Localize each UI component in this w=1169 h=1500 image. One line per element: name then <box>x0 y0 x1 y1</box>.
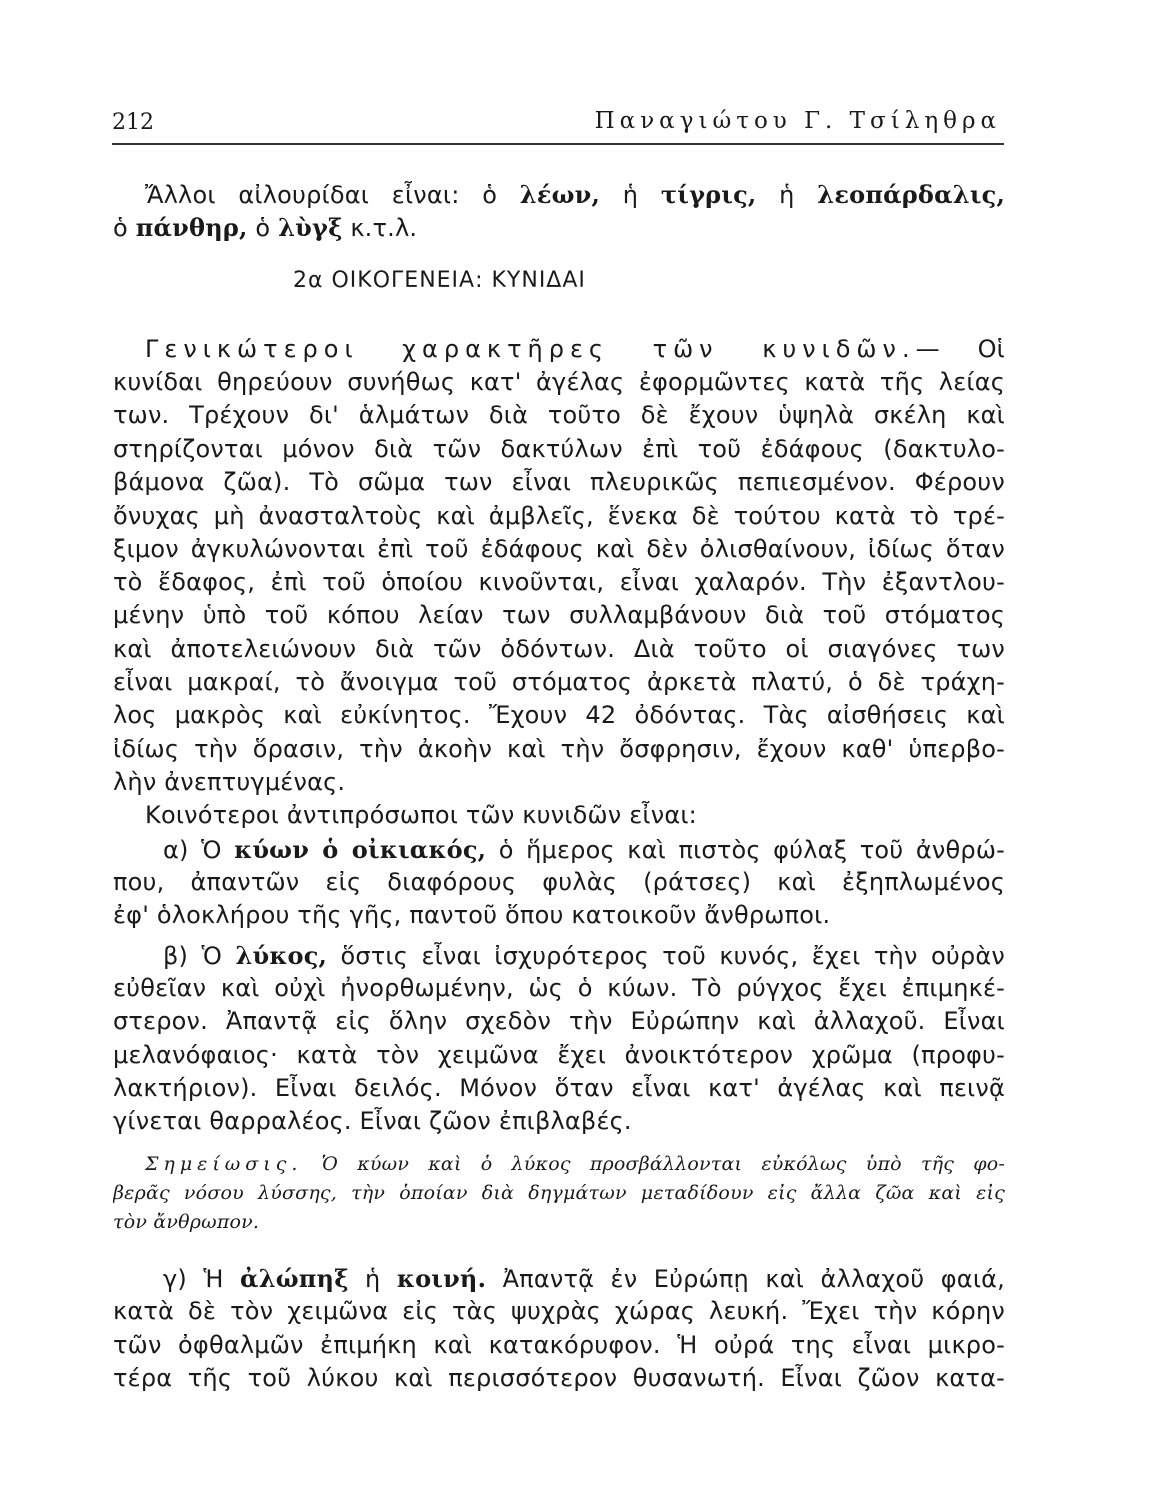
page-number: 212 <box>112 110 154 135</box>
text-line <box>113 1364 1005 1394</box>
text-segment: των. Τρέχουν δι' ἁλμάτων διὰ τοῦτο δὲ ἔχουν ὑψηλὰ σκέλη καὶ <box>113 401 1005 429</box>
text-segment: εἶναι μακραί, τὸ ἄνοιγμα τοῦ στόματος ἀρκετὰ πλατύ, ὁ δὲ τράχη- <box>113 668 1005 696</box>
text-segment: Ἄλλοι αἰλουρίδαι εἶναι: ὁ <box>145 181 520 209</box>
bold-term: λεοπάρδαλις, <box>817 180 1005 209</box>
bold-term: κοινή. <box>396 1264 487 1293</box>
bold-term: λύκος, <box>235 941 328 970</box>
bold-term: κύων ὁ οἰκιακός, <box>234 835 487 864</box>
spaced-heading: Σημείωσις. <box>145 1153 303 1175</box>
footnote-line <box>113 1211 1005 1233</box>
text-segment: ὁ <box>247 214 279 242</box>
text-line <box>113 1007 1005 1037</box>
footnote-line <box>113 1182 1005 1212</box>
text-segment: ὄνυχας μὴ ἀνασταλτοὺς καὶ ἀμβλεῖς, ἕνεκα δὲ τούτου κατὰ τὸ τρέ- <box>113 502 1005 530</box>
bold-term: λέων, <box>519 180 601 209</box>
bold-term: ἀλώπηξ <box>240 1264 349 1293</box>
text-segment: κατὰ δὲ τὸν χειμῶνα εἰς τὰς ψυχρὰς χώρας λευκή. Ἔχει τὴν κόρην <box>113 1297 1005 1325</box>
text-segment: γίνεται θαρραλέος. Εἶναι ζῶον ἐπιβλαβές. <box>113 1107 632 1135</box>
text-line <box>163 835 1005 865</box>
text-line <box>113 601 1005 631</box>
text-segment: Ἀπαντᾷ ἐν Εὐρώπῃ καὶ ἀλλαχοῦ φαιά, <box>486 1265 1005 1293</box>
text-line <box>113 468 1005 498</box>
text-segment: Κοινότεροι ἀντιπρόσωποι τῶν κυνιδῶν εἶναι: <box>145 801 697 829</box>
text-segment: β) Ὁ <box>163 942 236 970</box>
text-segment: στερον. Ἀπαντᾷ εἰς ὅλην σχεδὸν τὴν Εὐρώπην καὶ ἀλλαχοῦ. Εἶναι <box>113 1007 1005 1035</box>
text-segment: λος μακρὸς καὶ εὐκίνητος. Ἔχουν 42 ὀδόντας. Τὰς αἰσθήσεις καὶ <box>113 701 1005 729</box>
header-rule <box>112 143 1004 145</box>
text-segment: βερᾶς νόσου λύσσης, τὴν ὁποίαν διὰ δηγμάτων μεταδίδουν εἰς ἄλλα ζῶα καὶ εἰς <box>113 1182 1005 1204</box>
text-line <box>145 801 1005 829</box>
bold-term: λὺγξ <box>278 213 343 242</box>
text-line <box>113 701 1005 731</box>
text-line <box>113 1331 1005 1361</box>
text-line <box>113 1074 1005 1104</box>
text-segment: τέρα τῆς τοῦ λύκου καὶ περισσότερον θυσανωτή. Εἶναι ζῶον κατα- <box>113 1364 1005 1392</box>
text-segment: — Οἱ <box>915 335 1005 363</box>
section-heading <box>293 268 1005 293</box>
text-segment: 2α ΟΙΚΟΓΕΝΕΙΑ: ΚΥΝΙΔΑΙ <box>293 268 586 293</box>
text-line <box>113 502 1005 532</box>
spaced-heading: Γενικώτεροι χαρακτῆρες τῶν κυνιδῶν. <box>145 335 916 363</box>
text-segment: εὐθεῖαν καὶ οὐχὶ ἠνορθωμένην, ὡς ὁ κύων. Τὸ ρύγχος ἔχει ἐπιμηκέ- <box>113 974 1005 1002</box>
text-segment: α) Ὁ <box>163 836 235 864</box>
text-segment: ὁ ἥμερος καὶ πιστὸς φύλαξ τοῦ ἀνθρώ- <box>486 836 1005 864</box>
text-line <box>113 868 1005 898</box>
text-line <box>113 1297 1005 1327</box>
text-segment: λὴν ἀνεπτυγμένας. <box>113 768 346 796</box>
footnote-line <box>145 1153 1005 1183</box>
text-segment: βάμονα ζῶα). Τὸ σῶμα των εἶναι πλευρικῶς πεπιεσμένον. Φέρουν <box>113 468 1005 496</box>
text-segment: γ) Ἡ <box>163 1265 241 1293</box>
text-segment: μελανόφαιος· κατὰ τὸν χειμῶνα ἔχει ἀνοικτότερον χρῶμα (προφυ- <box>113 1041 1005 1069</box>
text-line <box>113 974 1005 1004</box>
text-segment: ὁ <box>113 214 136 242</box>
text-line <box>113 568 1005 598</box>
text-segment: μένην ὑπὸ τοῦ κόπου λείαν των συλλαμβάνουν διὰ τοῦ στόματος <box>113 601 1005 629</box>
text-line <box>113 535 1005 565</box>
text-line <box>113 435 1005 465</box>
text-segment: ἐφ' ὁλοκλήρου τῆς γῆς, παντοῦ ὅπου κατοικοῦν ἄνθρωποι. <box>113 901 831 929</box>
text-segment: ἡ <box>348 1265 397 1293</box>
text-line <box>113 1107 1005 1135</box>
text-segment: ἰδίως τὴν ὅρασιν, τὴν ἀκοὴν καὶ τὴν ὄσφρησιν, ἔχουν καθ' ὑπερβο- <box>113 735 1005 763</box>
text-line <box>113 1041 1005 1071</box>
text-segment: τῶν ὀφθαλμῶν ἐπιμήκη καὶ κατακόρυφον. Ἡ οὐρά της εἶναι μικρο- <box>113 1331 1005 1359</box>
text-line <box>163 1264 1005 1294</box>
text-line <box>113 401 1005 431</box>
text-line <box>113 901 1005 929</box>
text-segment: ὅστις εἶναι ἰσχυρότερος τοῦ κυνός, ἔχει τὴν οὐρὰν <box>327 942 1005 970</box>
text-segment: κυνίδαι θηρεύουν συνήθως κατ' ἀγέλας ἐφορμῶντες κατὰ τῆς λείας <box>113 368 1005 396</box>
text-segment: που, ἀπαντῶν εἰς διαφόρους φυλὰς (ράτσες) καὶ ἐξηπλωμένος <box>113 868 1005 896</box>
text-segment: λακτήριον). Εἶναι δειλός. Μόνον ὅταν εἶναι κατ' ἀγέλας καὶ πεινᾷ <box>113 1074 1005 1102</box>
text-segment: Ὁ κύων καὶ ὁ λύκος προσβάλλονται εὐκόλως ὑπὸ τῆς φο- <box>302 1153 1005 1175</box>
text-segment: στηρίζονται μόνον διὰ τῶν δακτύλων ἐπὶ τοῦ ἐδάφους (δακτυλο- <box>113 435 1005 463</box>
text-segment: κ.τ.λ. <box>342 214 418 242</box>
text-line <box>113 213 1005 242</box>
text-segment: ξιμον ἀγκυλώνονται ἐπὶ τοῦ ἐδάφους καὶ δὲν ὀλισθαίνουν, ἰδίως ὅταν <box>113 535 1005 563</box>
running-title: Παναγιώτου Γ. Τσίληθρα <box>594 108 1001 134</box>
text-line <box>163 941 1005 971</box>
text-segment: ἡ <box>600 181 661 209</box>
text-segment: τὸ ἔδαφος, ἐπὶ τοῦ ὁποίου κινοῦνται, εἶναι χαλαρόν. Τὴν ἐξαντλου- <box>113 568 1005 596</box>
text-line <box>113 735 1005 765</box>
text-line <box>145 180 1005 210</box>
bold-term: πάνθηρ, <box>135 213 248 242</box>
text-segment: ἡ <box>756 181 818 209</box>
text-line <box>145 335 1005 365</box>
text-segment: τὸν ἄνθρωπον. <box>113 1211 260 1233</box>
text-line <box>113 635 1005 665</box>
text-line <box>113 668 1005 698</box>
text-segment: καὶ ἀποτελειώνουν διὰ τῶν ὀδόντων. Διὰ τοῦτο οἱ σιαγόνες των <box>113 635 1005 663</box>
text-line <box>113 768 1005 796</box>
text-line <box>113 368 1005 398</box>
bold-term: τίγρις, <box>660 180 757 209</box>
